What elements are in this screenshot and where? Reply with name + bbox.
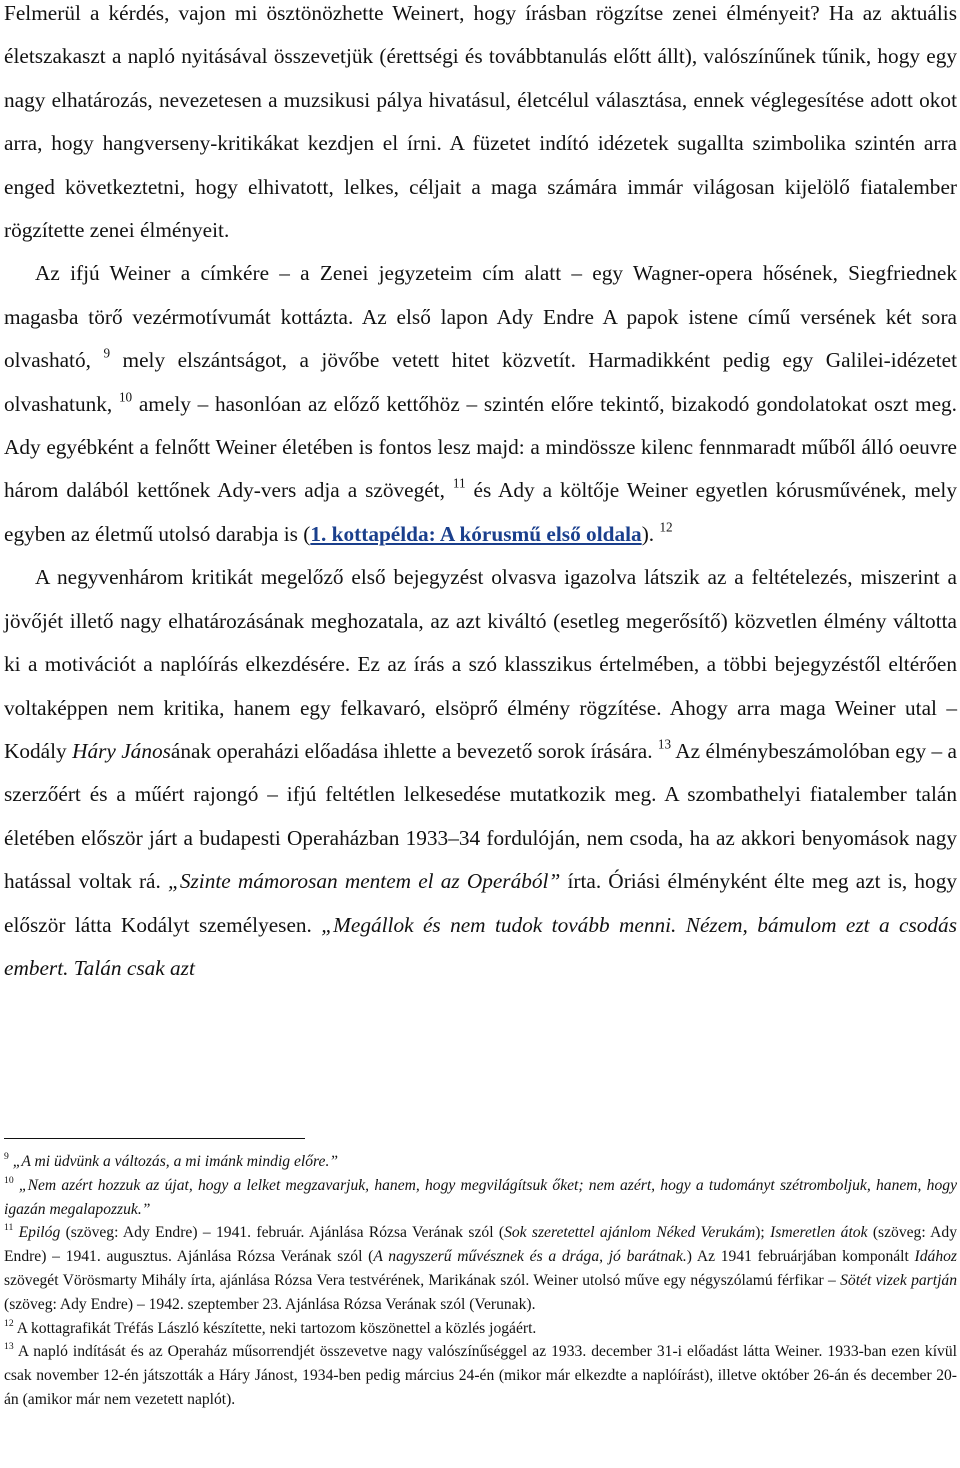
text-run: ának operaházi előadása ihlette a bevezető sorok írására. [170, 738, 658, 763]
italic-text: „A mi üdvünk a változás, a mi imánk mindig előre.” [12, 1153, 339, 1170]
footnote-12 [4, 1317, 957, 1341]
footnote-ref: 13 [657, 736, 672, 752]
text-run: és Ady a költője Weiner egyetlen kórusművének, mely egyben az életmű utolsó darabja is ( [4, 478, 957, 546]
text-run: Az ifjú Weiner a címkére – a Zenei jegyzeteim cím alatt – egy Wagner-opera hősének, Siegfriednek magasba törő vezérmotívumát kottázta. Az első lapon Ady Endre A papok istene című versének két sora olvasható, [4, 261, 957, 373]
music-example-link[interactable]: 1. kottapélda: A kórusmű első oldala [310, 521, 642, 546]
italic-text: Sok szeretettel ajánlom Néked Verukám [504, 1224, 756, 1242]
footnote-ref: 13 [4, 1341, 14, 1353]
footnote-11 [4, 1221, 957, 1316]
text-run: Az élménybeszámolóban egy – a szerzőért és a műért rajongó – ifjú feltétlen lelkesedése mutatkozik meg. A szombathelyi fiatalember talán életében először járt a budapesti Operaházban 1933–34 fordulóján, nem csoda, ha az akkori benyomások nagy hatással voltak rá. [4, 738, 957, 894]
footnote-ref: 11 [4, 1222, 14, 1234]
footnote-ref: 9 [103, 345, 111, 361]
text-run: ). [641, 521, 660, 546]
paragraph-2 [4, 252, 957, 556]
text-run: (szöveg: Ady Endre) – 1942. szeptember 23. Ajánlása Rózsa Verának szól (Verunak). [4, 1295, 536, 1313]
text-run: ); [755, 1224, 771, 1242]
footnote-ref: 11 [452, 475, 466, 491]
footnote-ref: 12 [4, 1317, 14, 1329]
text-run: (szöveg: Ady Endre) – 1941. február. Ajánlása Rózsa Verának szól ( [60, 1224, 505, 1242]
text-run: ) Az 1941 februárjában komponált [686, 1248, 915, 1266]
footnote-ref: 10 [118, 389, 133, 405]
text-run: amely – hasonlóan az előző kettőhöz – szintén előre tekintő, bizakodó gondolatokat oszt meg. Ady egyébként a felnőtt Weiner életében is fontos lesz majd: a mindössze kilenc fennmaradt műből álló oeuvre három dalából kettőnek Ady-vers adja a szövegét, [4, 391, 957, 503]
text-run: mely elszántságot, a jövőbe vetett hitet közvetít. Harmadikként pedig egy Galilei-idézetet olvashatunk, [4, 348, 957, 416]
italic-text: Háry János [72, 738, 171, 763]
text-run: (szöveg: Ady Endre) – 1941. augusztus. Ajánlása Rózsa Verának szól ( [4, 1224, 957, 1266]
footnote-ref: 12 [659, 519, 673, 535]
italic-text: A nagyszerű művésznek és a drága, jó barátnak. [373, 1248, 687, 1266]
italic-text: Idához [914, 1248, 957, 1266]
italic-text: Epilóg [18, 1224, 61, 1242]
text-run: A negyvenhárom kritikát megelőző első bejegyzést olvasva igazolva látszik az a feltételezés, miszerint a jövőjét illető nagy elhatározásának meghozatala, az azt kiváltó (esetleg megerősítő) közvetlen élmény váltotta ki a motivációt a naplóírás elkezdésére. Ez az írás a szó klasszikus értelmében, a többi bejegyzéstől eltérően voltaképpen nem kritika, hanem egy felkavaró, elsöprő élmény rögzítése. Ahogy arra maga Weiner utal – Kodály [4, 565, 957, 763]
footnote-9 [4, 1150, 957, 1174]
footnote-ref: 10 [4, 1174, 14, 1186]
italic-text: Ismeretlen átok [770, 1224, 868, 1242]
footnotes [4, 1150, 957, 1412]
text-run: szövegét Vörösmarty Mihály írta, ajánlása Rózsa Vera testvérének, Marikának szól. Weiner utolsó műve egy négyszólamú férfikar – [4, 1271, 841, 1289]
italic-text: Sötét vizek partján [840, 1271, 957, 1289]
text-run: írta. Óriási élményként élte meg azt is, hogy először látta Kodályt személyesen. [4, 869, 957, 937]
paragraph-3 [4, 556, 957, 990]
text-run: Felmerül a kérdés, vajon mi ösztönözhette Weinert, hogy írásban rögzítse zenei élményeit? Ha az aktuális életszakaszt a napló nyitásával összevetjük (érettségi és továbbtanulás előtt állt), valószínűnek tűnik, hogy egy nagy elhatározás, nevezetesen a muzsikusi pálya hivatásul, életcélul választása, ennek véglegesítése adott okot arra, hogy hangverseny-kritikákat kezdjen el írni. A füzetet indító idézetek sugallta szimbolika szintén arra enged következtetni, hogy elhivatott, lelkes, céljait a maga számára immár világosan kijelölő fiatalember rögzítette zenei élményeit. [4, 1, 957, 243]
footnote-separator [4, 1138, 305, 1139]
italic-text: „Megállok és nem tudok tovább menni. Nézem, bámulom ezt a csodás embert. Talán csak azt [4, 912, 957, 980]
text-run: A kottagrafikát Tréfás László készítette, neki tartozom köszönettel a közlés jogáért. [13, 1319, 537, 1337]
paragraph-1 [4, 0, 957, 252]
italic-text: „Szinte mámorosan mentem el az Operából” [168, 869, 561, 894]
italic-text: „Nem azért hozzuk az újat, hogy a lelket megzavarjuk, hanem, hogy megvilágítsuk őket; nem azért, hogy a tudományt szétromboljuk, hanem, hogy igazán megalapozzuk.” [4, 1176, 957, 1218]
footnote-10 [4, 1174, 957, 1222]
main-text [4, 0, 957, 990]
footnote-13 [4, 1340, 957, 1411]
text-run: A napló indítását és az Operaház műsorrendjét összevetve nagy valószínűséggel az 1933. december 31-i előadást látta Weiner. 1933-ban ezen kívül csak november 12-én játszották a Háry Jánost, 1934-ben pedig március 24-én (mikor már elkezdte a naplóírást), illetve október 26-án és december 20-án (amikor már nem vezetett naplót). [4, 1343, 957, 1408]
footnote-ref: 9 [4, 1151, 9, 1163]
